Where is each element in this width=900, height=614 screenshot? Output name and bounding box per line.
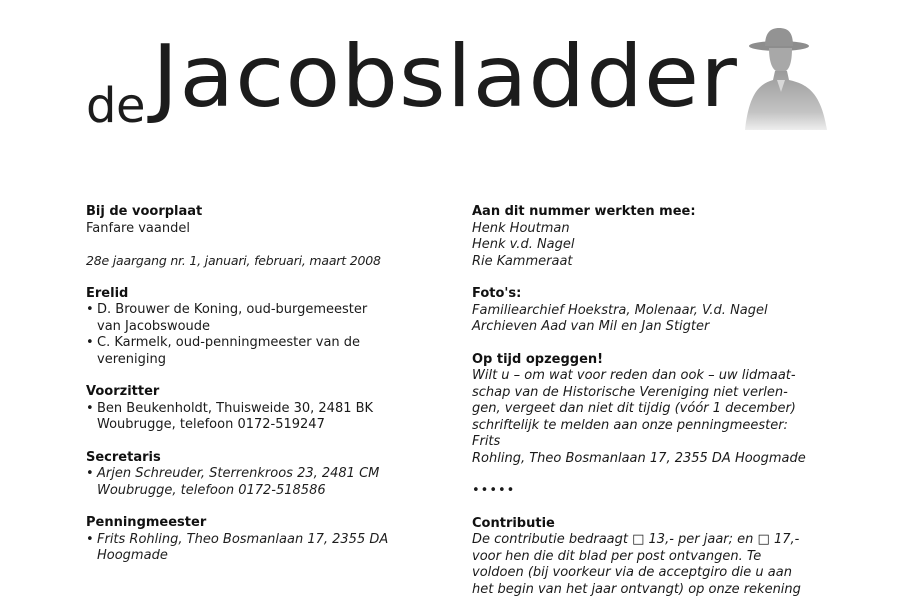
bullet-icon: • <box>86 466 94 481</box>
contribution-heading: Contributie <box>472 515 555 531</box>
cancel-line: schriftelijk te melden aan onze penningmeester: Frits <box>472 417 788 449</box>
contributor-name: Henk Houtman <box>472 220 570 236</box>
cover-section <box>86 204 416 237</box>
list-item <box>86 302 416 335</box>
secretaris-line: Arjen Schreuder, Sterrenkroos 23, 2481 CM <box>97 466 380 481</box>
secretaris-section <box>86 450 416 500</box>
erelid-section <box>86 286 416 369</box>
bullet-icon: • <box>86 531 94 547</box>
list-item <box>86 401 416 434</box>
cancel-line: gen, vergeet dan niet dit tijdig (vóór 1 december) <box>472 401 796 416</box>
contributor-name: Henk v.d. Nagel <box>472 237 575 252</box>
separator-dots: ••••• <box>472 483 516 498</box>
list-item <box>86 335 416 368</box>
masthead-prefix: de <box>86 78 145 134</box>
erelid-item-line: C. Karmelk, oud-penningmeester van de <box>97 335 361 350</box>
voorzitter-section <box>86 384 416 434</box>
bullet-icon: • <box>86 335 94 350</box>
cancel-line: schap van de Historische Vereniging niet verlen- <box>472 384 788 400</box>
erelid-item-line: D. Brouwer de Koning, oud-burgemeester <box>97 302 368 317</box>
photos-heading: Foto's: <box>472 286 522 301</box>
contribution-section <box>472 516 817 599</box>
cover-heading: Bij de voorplaat <box>86 204 203 219</box>
contributor-name: Rie Kammeraat <box>472 253 573 269</box>
list-item <box>86 466 416 499</box>
right-column <box>472 204 817 614</box>
masthead <box>86 27 826 134</box>
list-item <box>86 532 416 565</box>
photos-section <box>472 286 817 336</box>
bullet-icon: • <box>86 400 94 416</box>
masthead-title: Jacobsladder <box>152 27 738 127</box>
photos-line: Familiearchief Hoekstra, Molenaar, V.d. Nagel <box>472 302 768 318</box>
cancel-heading: Op tijd opzeggen! <box>472 351 604 367</box>
secretaris-heading: Secretaris <box>86 449 161 465</box>
penningmeester-section <box>86 515 416 565</box>
contribution-line: De contributie bedraagt □ 13,- per jaar; en □ 17,- <box>472 532 800 547</box>
cancel-section <box>472 352 817 468</box>
bullet-icon: • <box>86 302 94 317</box>
contribution-line: voldoen (bij voorkeur via de acceptgiro die u aan <box>472 565 792 580</box>
secretaris-line: Woubrugge, telefoon 0172-518586 <box>97 482 326 498</box>
voorzitter-heading: Voorzitter <box>86 384 160 399</box>
contribution-line: voor hen die dit blad per post ontvangen. Te <box>472 548 762 564</box>
voorzitter-line: Woubrugge, telefoon 0172-519247 <box>97 417 325 432</box>
voorzitter-line: Ben Beukenholdt, Thuisweide 30, 2481 BK <box>97 400 374 416</box>
cancel-line: Wilt u – om wat voor reden dan ook – uw lidmaat- <box>472 368 796 383</box>
cancel-line: Rohling, Theo Bosmanlaan 17, 2355 DA Hoogmade <box>472 450 806 466</box>
erelid-item-line: van Jacobswoude <box>97 318 211 334</box>
cover-text: Fanfare vaandel <box>86 220 190 236</box>
contributors-section <box>472 204 817 270</box>
photos-line: Archieven Aad van Mil en Jan Stigter <box>472 319 710 334</box>
penningmeester-heading: Penningmeester <box>86 515 207 530</box>
erelid-heading: Erelid <box>86 285 129 301</box>
man-in-hat-silhouette-icon <box>741 26 831 130</box>
left-column <box>86 204 416 581</box>
contributors-heading: Aan dit nummer werkten mee: <box>472 204 696 219</box>
issue-info: 28e jaargang nr. 1, januari, februari, maart 2008 <box>86 253 381 268</box>
erelid-item-line: vereniging <box>97 351 166 367</box>
penningmeester-line: Hoogmade <box>97 548 168 563</box>
contribution-line: het begin van het jaar ontvangt) op onze rekening <box>472 581 801 597</box>
penningmeester-line: Frits Rohling, Theo Bosmanlaan 17, 2355 DA <box>97 531 389 547</box>
